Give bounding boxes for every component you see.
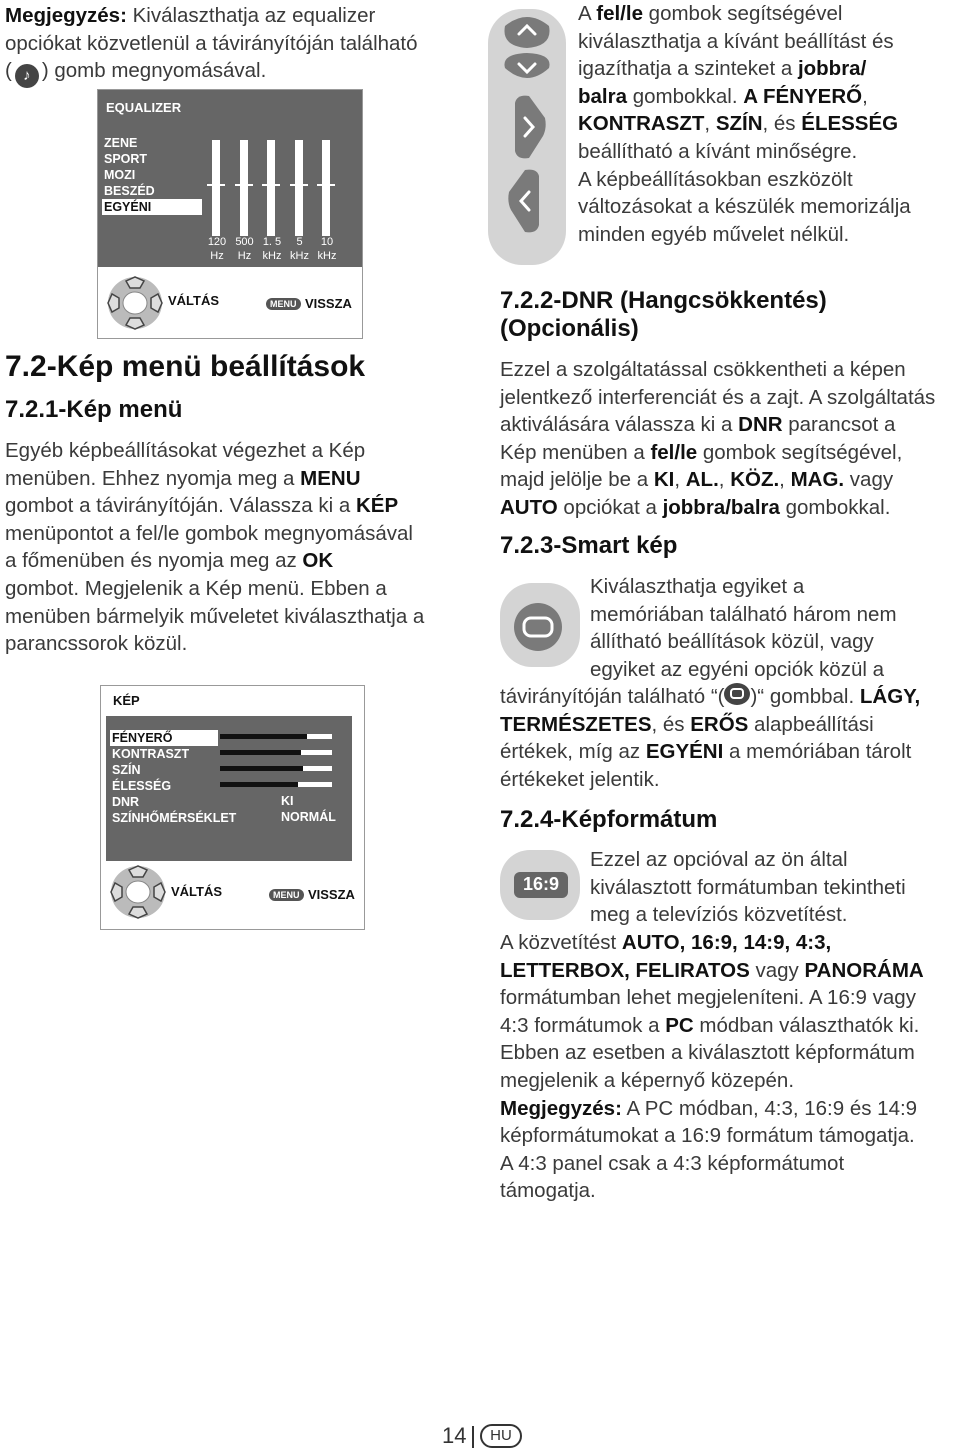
band-unit: Hz (237, 250, 252, 262)
body-line: Kiválaszthatja egyiket a (590, 575, 805, 598)
menu-pill-icon: MENU (269, 889, 304, 901)
text-run: gombokkal. (779, 495, 891, 519)
body-line (500, 1012, 960, 1040)
body-line (500, 439, 960, 467)
language-badge: HU (480, 1424, 522, 1448)
right-top-text (578, 0, 958, 248)
bold-term: PANORÁMA (804, 958, 924, 982)
body-line: meg a televíziós közvetítést. (590, 903, 848, 927)
picture-osd (100, 685, 365, 930)
text-run: vagy (749, 958, 805, 982)
body-line (500, 384, 960, 412)
body-line (500, 957, 960, 985)
body-line (500, 711, 960, 739)
page-separator (472, 1426, 474, 1448)
body-line (578, 83, 958, 111)
smart-body: távirányítóján található “( )“ gombbal. LÁGY, TERMÉSZETES, és ERŐS alapbeállítási értékek, míg az EGYÉNI a memóriában tárolt értékeket jelentik. (500, 683, 960, 793)
bold-term: ERŐS (690, 712, 749, 736)
text-run: A 4:3 panel csak a 4:3 képformátumot (500, 1151, 845, 1175)
smart-title: 7.2.3-Smart kép (500, 532, 678, 559)
menu-pill-icon: MENU (266, 298, 301, 310)
text-run: aktiválására válassza ki a (500, 413, 739, 437)
body-line (578, 28, 958, 56)
text-run: a memóriában tárolt (723, 740, 912, 764)
section-72-body (5, 437, 465, 658)
bold-term: EGYÉNI (645, 740, 724, 764)
body-line (500, 984, 960, 1012)
picture-menu-item: KONTRASZT (112, 747, 190, 761)
body-line (500, 738, 960, 766)
picture-panel (106, 716, 352, 861)
equalizer-title: EQUALIZER (106, 100, 182, 115)
text-run: parancsot a (782, 413, 896, 437)
body-line (500, 1150, 960, 1178)
band-value: 120 (207, 236, 227, 248)
bold-term: MENU (300, 466, 361, 490)
bold-term: KONTRASZT (578, 112, 705, 136)
equalizer-band-marker (235, 184, 253, 186)
navigation-pad-icon (106, 275, 164, 331)
text-run: a főmenüben és nyomja meg az (5, 549, 303, 573)
equalizer-band-slider (212, 140, 220, 236)
bold-term: ÉLESSÉG (801, 112, 899, 136)
text-run: támogatja. (500, 1179, 596, 1203)
text-run: képformátumokat a 16:9 formátum támogatja. (500, 1124, 915, 1148)
body-line (5, 575, 465, 603)
text-run: Kép menüben a (500, 440, 651, 464)
equalizer-mode-item: SPORT (104, 152, 148, 166)
body-line (500, 929, 960, 957)
body-line (500, 1039, 960, 1067)
equalizer-band-slider (322, 140, 330, 236)
body-line (5, 547, 465, 575)
level-bar-fill (220, 734, 307, 739)
bold-term: MAG. (790, 468, 845, 492)
bold-term: LETTERBOX, FELIRATOS (500, 958, 750, 982)
text-run: igazíthatja a szinteket a (578, 57, 798, 81)
equalizer-band-marker (317, 184, 335, 186)
band-value: 500 (235, 236, 254, 248)
bold-term: fel/le (650, 440, 698, 464)
level-bar-fill (220, 750, 301, 755)
body-line (5, 465, 465, 493)
dnr-title: 7.2.2-DNR (Hangcsökkentés) (Opcionális) (500, 287, 827, 342)
bold-term: SZÍN (715, 112, 763, 136)
text-run: Egyéb képbeállításokat végezhet a Kép (5, 439, 366, 462)
text-run: kiválaszthatja a kívánt beállítást és (578, 29, 894, 53)
body-line (500, 494, 960, 522)
equalizer-back-label: VISSZA (304, 296, 352, 311)
body-line (578, 166, 958, 194)
text-run: menüben bármelyik műveletet kiválaszthatja a (5, 604, 425, 628)
text-run: , (704, 112, 716, 136)
text-run: , és (651, 712, 691, 736)
format-body (500, 929, 960, 1205)
body-line (500, 356, 960, 384)
text-run: , és (762, 112, 802, 136)
bold-term: fel/le (596, 2, 643, 25)
body-line (500, 411, 960, 439)
body-line: memóriában található három nem (590, 602, 897, 626)
band-value: 10 (320, 236, 334, 248)
text-run: formátumban lehet megjeleníteni. A 16:9 vagy (500, 986, 916, 1010)
equalizer-mode-list (102, 135, 202, 215)
text-run: minden egyéb művelet nélkül. (578, 222, 850, 246)
body-line (5, 520, 465, 548)
picture-back (269, 886, 355, 904)
bold-term: balra (578, 84, 627, 108)
text-run: értékeket jelentik. (500, 767, 660, 791)
text-run: , (862, 84, 868, 108)
bold-term: AL. (685, 468, 719, 492)
equalizer-band-label (259, 235, 285, 263)
text-run: változásokat a készülék memorizálja (578, 195, 911, 219)
text-run: , (779, 468, 791, 492)
aspect-ratio-button-icon (500, 850, 580, 920)
body-line (578, 138, 958, 166)
section-subtitle: 7.2.1-Kép menü (5, 396, 183, 423)
text-run: , (674, 468, 686, 492)
picture-osd-title: KÉP (113, 693, 140, 708)
equalizer-band-slider (267, 140, 275, 236)
picture-menu-item: SZÍN (112, 763, 141, 777)
body-line (500, 1067, 960, 1095)
dnr-body (500, 356, 960, 522)
bold-term: KÉP (355, 494, 399, 518)
page-number: 14 (442, 1423, 467, 1448)
bold-term: OK (302, 549, 334, 573)
equalizer-band-marker (262, 184, 280, 186)
note-label: Megjegyzés: (5, 4, 127, 27)
body-line (5, 603, 465, 631)
bold-term: AUTO (500, 495, 558, 519)
bold-term: KI (653, 468, 675, 492)
equalizer-panel (98, 90, 362, 267)
remote-control-icon (487, 8, 567, 266)
body-line (500, 1095, 960, 1123)
equalizer-band-label (314, 235, 340, 263)
body-line (500, 1177, 960, 1205)
bold-term: Megjegyzés: (500, 1096, 622, 1120)
equalizer-band-marker (207, 184, 225, 186)
picture-osd-nav (109, 864, 365, 924)
picture-menu-item: DNR (112, 795, 140, 809)
band-unit: kHz (290, 250, 309, 262)
body-line (578, 221, 958, 249)
picture-back-label: VISSZA (307, 887, 355, 902)
equalizer-band-label (232, 235, 258, 263)
equalizer-band-slider (295, 140, 303, 236)
band-unit: kHz (317, 250, 337, 262)
picture-menu-item: SZÍNHŐMÉRSÉKLET (112, 811, 237, 825)
bold-term: DNR (738, 413, 783, 437)
body-line (578, 193, 958, 221)
format-body-indent (590, 846, 960, 929)
equalizer-mode-item: MOZI (104, 168, 136, 182)
body-line (5, 630, 465, 658)
picture-menu-item: ÉLESSÉG (112, 779, 172, 793)
text-run: megjelenik a képernyő közepén. (500, 1068, 795, 1092)
body-line (5, 492, 465, 520)
text-run: gombokkal. (627, 84, 744, 108)
body-line (578, 55, 958, 83)
text-run: A képbeállításokban eszközölt (578, 167, 853, 191)
text-run: menüpontot a fel/le gombok megnyomásával (5, 521, 413, 545)
level-bar-fill (220, 782, 298, 787)
bold-term: jobbra/ (797, 57, 867, 81)
bold-term: A FÉNYERŐ (743, 84, 863, 108)
section-title: 7.2-Kép menü beállítások (5, 350, 366, 383)
bold-term: KÖZ. (730, 468, 780, 492)
equalizer-mode-item: BESZÉD (104, 184, 155, 198)
text-run: opciókat a (557, 495, 663, 519)
text-run: gombot a távirányítóján. Válassza ki a (5, 494, 356, 518)
equalizer-band-slider (240, 140, 248, 236)
text-run: beállítható a kívánt minőségre. (578, 139, 858, 163)
equalizer-band-label (204, 235, 230, 263)
body-line (500, 766, 960, 794)
equalizer-mode-item: EGYÉNI (102, 199, 202, 215)
text-run: Ezzel a szolgáltatással csökkentheti a képen (500, 358, 906, 381)
bold-term: jobbra/balra (662, 495, 780, 519)
bold-term: PC (665, 1013, 694, 1037)
band-value: 5 (296, 236, 303, 248)
color-temperature-value: NORMÁL (281, 810, 336, 824)
equalizer-band-marker (290, 184, 308, 186)
text-run: gombok segítségével (642, 2, 843, 25)
picture-nav-label: VÁLTÁS (171, 884, 223, 899)
text-run: 4:3 formátumok a (500, 1013, 666, 1037)
level-bar-fill (220, 766, 303, 771)
text-run: A közvetítést (500, 931, 622, 954)
band-unit: Hz (210, 250, 224, 262)
equalizer-osd (97, 89, 363, 339)
equalizer-nav-label: VÁLTÁS (168, 293, 220, 308)
body-line: Ezzel az opcióval az ön által (590, 848, 848, 871)
text-run: jelentkező interferenciát és a zajt. A szolgáltatás (500, 385, 936, 409)
page-footer (440, 1422, 540, 1452)
bold-term: AUTO, 16:9, 14:9, 4:3, (621, 931, 832, 954)
text-run: parancssorok közül. (5, 632, 188, 656)
format-title: 7.2.4-Képformátum (500, 806, 718, 833)
equalizer-band-label (287, 235, 313, 263)
equalizer-mode-item: ZENE (104, 136, 138, 150)
body-line (500, 1122, 960, 1150)
text-run: vagy (844, 468, 894, 492)
equalizer-back (266, 295, 352, 313)
note-top: Megjegyzés: Kiválaszthatja az equalizer opciókat közvetlenül a távirányítóján található ( ♪ ) gomb megnyomásával. (5, 2, 465, 88)
smart-button-icon (500, 583, 580, 667)
dnr-value: KI (281, 794, 294, 808)
body-line (578, 110, 958, 138)
picture-item-list (110, 730, 237, 826)
smart-picture-icon (724, 683, 750, 705)
text-run: alapbeállítási (748, 712, 874, 736)
body-line: kiválasztott formátumban tekintheti (590, 875, 906, 899)
equalizer-nav (106, 275, 362, 335)
smart-body-indent (590, 573, 960, 683)
aspect-ratio-badge: 16:9 (522, 874, 560, 894)
body-line (5, 437, 465, 465)
body-line: állítható beállítások közül, vagy (590, 630, 874, 654)
band-value: 1. 5 (262, 236, 282, 248)
text-run: módban választhatók ki. (693, 1013, 920, 1037)
text-run: menüben. Ehhez nyomja meg a (5, 466, 301, 490)
music-note-icon: ♪ (15, 64, 39, 88)
body-line (500, 466, 960, 494)
text-run: A PC módban, 4:3, 16:9 és 14:9 (621, 1096, 918, 1120)
text-run: Ebben az esetben a kiválasztott képformátum (500, 1041, 915, 1065)
band-unit: kHz (262, 250, 282, 262)
body-line: egyiket az egyéni opciók közül a (590, 657, 885, 681)
text-run: gombok segítségével, (697, 440, 903, 464)
text-run: majd jelölje be a (500, 468, 654, 492)
equalizer-bands (207, 140, 360, 265)
body-line (578, 0, 958, 28)
text-run: , (718, 468, 731, 492)
text-run: gombot. Megjelenik a Kép menü. Ebben a (5, 576, 387, 600)
navigation-pad-icon (109, 864, 167, 920)
text-run: értékek, míg az (500, 740, 646, 764)
bold-term: TERMÉSZETES (500, 712, 652, 736)
picture-menu-item: FÉNYERŐ (110, 730, 218, 746)
text-run: A (578, 2, 597, 25)
